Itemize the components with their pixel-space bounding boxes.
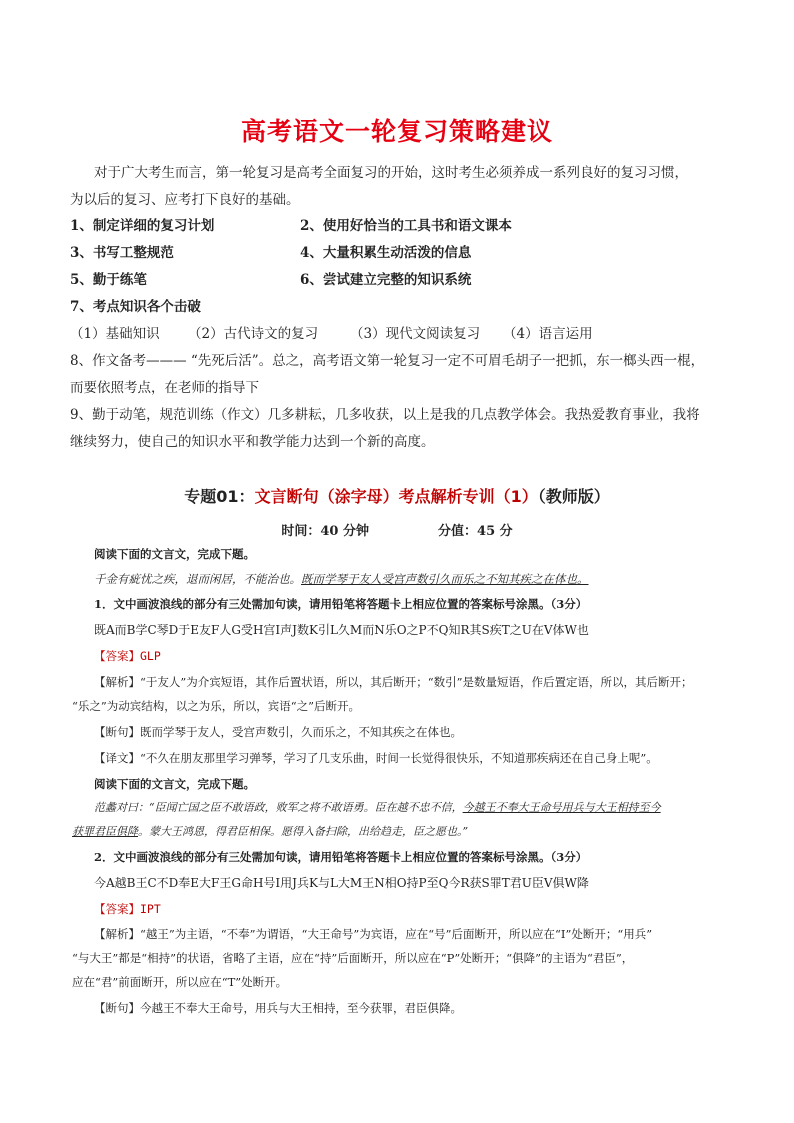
q1-answer-value: GLP <box>140 649 161 663</box>
exam-meta <box>0 520 794 539</box>
q1-duanju-tag: 【断句】 <box>94 725 140 739</box>
q1-answer <box>94 644 161 668</box>
q2-passage-2a: 获罪君臣俱降 <box>72 825 138 838</box>
q1-translation <box>94 746 658 770</box>
tip-9-line-1: 9、勤于动笔，规范训练（作文）几多耕耘，几多收获，以上是我的几点教学体会。我热爱教育事业，我将 <box>70 407 700 423</box>
q2-answer-value: IPT <box>140 902 161 916</box>
q2-analysis-text-1: “越王”为主语，“不奉”为谓语，“大王命号”为宾语，应在“号”后面断开，所以应在“I”处断开；“用兵” <box>140 927 653 941</box>
tip-3: 3、书写工整规范 <box>70 245 174 261</box>
q2-duanju-tag: 【断句】 <box>94 1001 140 1015</box>
q1-duanju <box>94 720 462 744</box>
q2-question: 2．文中画波浪线的部分有三处需加句读，请用铅笔将答题卡上相应位置的答案标号涂黑。（3分） <box>94 850 588 864</box>
tip-7: 7、考点知识各个击破 <box>70 299 201 315</box>
q1-translation-text: “不久在朋友那里学习弹琴，学习了几支乐曲，时间一长觉得很快乐，不知道那疾病还在自己身上呢”。 <box>140 751 658 765</box>
q1-analysis-line-1 <box>94 670 693 694</box>
tip-5: 5、勤于练笔 <box>70 272 147 288</box>
q1-question: 1．文中画波浪线的部分有三处需加句读，请用铅笔将答题卡上相应位置的答案标号涂黑。（3分） <box>94 597 588 611</box>
section-prefix: 专题01： <box>184 487 255 506</box>
q2-duanju <box>94 996 462 1020</box>
tip-1: 1、制定详细的复习计划 <box>70 218 215 234</box>
q2-passage-line-1 <box>94 796 661 820</box>
tip-8-line-2: 而要依照考点，在老师的指导下 <box>70 380 259 396</box>
q2-passage-1b: 今越王不奉大王命号用兵与大王相持至今 <box>462 801 661 814</box>
q2-analysis-line-3: 应在“君”前面断开，所以应在“T”处断开。 <box>72 975 288 989</box>
tip-9-line-2: 继续努力，使自己的知识水平和教学能力达到一个新的高度。 <box>70 434 435 450</box>
q2-options: 今A越B王C不D奉E大F王G命H号I用J兵K与L大M王N相O持P至Q今R获S罪T君U臣V俱W降 <box>94 876 589 890</box>
sub-item-4: （4）语言运用 <box>503 326 593 342</box>
exam-score: 分值：45 分 <box>438 524 513 539</box>
q2-passage-2b: 。蒙大王鸿恩，得君臣相保。愿得入备扫除，出给趋走，臣之愿也。” <box>138 825 469 838</box>
q2-answer <box>94 897 161 921</box>
section-heading <box>0 484 794 507</box>
tip-8-line-1: 8、作文备考——— “先死后活”。总之，高考语文第一轮复习一定不可眉毛胡子一把抓，东一榔头西一棍， <box>70 353 705 369</box>
q2-passage-line-2 <box>72 820 468 844</box>
section-suffix: （教师版） <box>537 487 610 506</box>
sub-item-2: （2）古代诗文的复习 <box>188 326 319 342</box>
q2-answer-tag: 【答案】 <box>94 902 140 916</box>
q2-passage-1a: 范蠡对曰：“臣闻亡国之臣不敢语政，败军之将不敢语勇。臣在越不忠不信， <box>94 801 463 814</box>
q2-instruction: 阅读下面的文言文，完成下题。 <box>94 777 255 791</box>
page-title: 高考语文一轮复习策略建议 <box>240 117 553 146</box>
q1-options: 既A而B学C琴D于E友F人G受H宫I声J数K引L久M而N乐O之P不Q知R其S疾T之U在V体W也 <box>94 623 589 637</box>
q1-passage <box>94 567 589 591</box>
q1-translation-tag: 【译文】 <box>94 751 140 765</box>
q1-passage-b: 既而学琴于友人受宫声数引久而乐之不知其疾之在体也。 <box>301 572 589 586</box>
tip-6: 6、尝试建立完整的知识系统 <box>300 272 472 288</box>
section-title: 文言断句（涂字母）考点解析专训（1） <box>254 487 538 506</box>
q2-analysis-tag: 【解析】 <box>94 927 140 941</box>
q1-analysis-tag: 【解析】 <box>94 675 140 689</box>
sub-item-1: （1）基础知识 <box>70 326 160 342</box>
q1-analysis-line-2: “乐之”为动宾结构，以之为乐，所以，宾语“之”后断开。 <box>72 699 361 713</box>
q2-duanju-text: 今越王不奉大王命号，用兵与大王相持，至今获罪，君臣俱降。 <box>140 1001 462 1015</box>
q2-analysis-line-1 <box>94 922 652 946</box>
q1-analysis-text-1: “于友人”为介宾短语，其作后置状语，所以，其后断开；“数引”是数量短语，作后置定语，所以，其后断开； <box>140 675 693 689</box>
tip-4: 4、大量积累生动活泼的信息 <box>300 245 472 261</box>
exam-time: 时间：40 分钟 <box>281 524 369 539</box>
q1-instruction: 阅读下面的文言文，完成下题。 <box>94 547 255 561</box>
q1-passage-a: 千金有疵忧之疾，退而闲居，不能治也。 <box>94 572 301 586</box>
intro-line-1: 对于广大考生而言，第一轮复习是高考全面复习的开始，这时考生必须养成一系列良好的复习习惯， <box>94 165 688 181</box>
q1-answer-tag: 【答案】 <box>94 649 140 663</box>
q2-analysis-line-2: “与大王”都是“相持”的状语，省略了主语，应在“持”后面断开，所以应在“P”处断开；“俱降”的主语为“君臣”， <box>72 951 634 965</box>
intro-line-2: 为以后的复习、应考打下良好的基础。 <box>70 192 300 208</box>
q1-duanju-text: 既而学琴于友人，受宫声数引，久而乐之，不知其疾之在体也。 <box>140 725 462 739</box>
tip-2: 2、使用好恰当的工具书和语文课本 <box>300 218 512 234</box>
sub-item-3: （3）现代文阅读复习 <box>350 326 481 342</box>
